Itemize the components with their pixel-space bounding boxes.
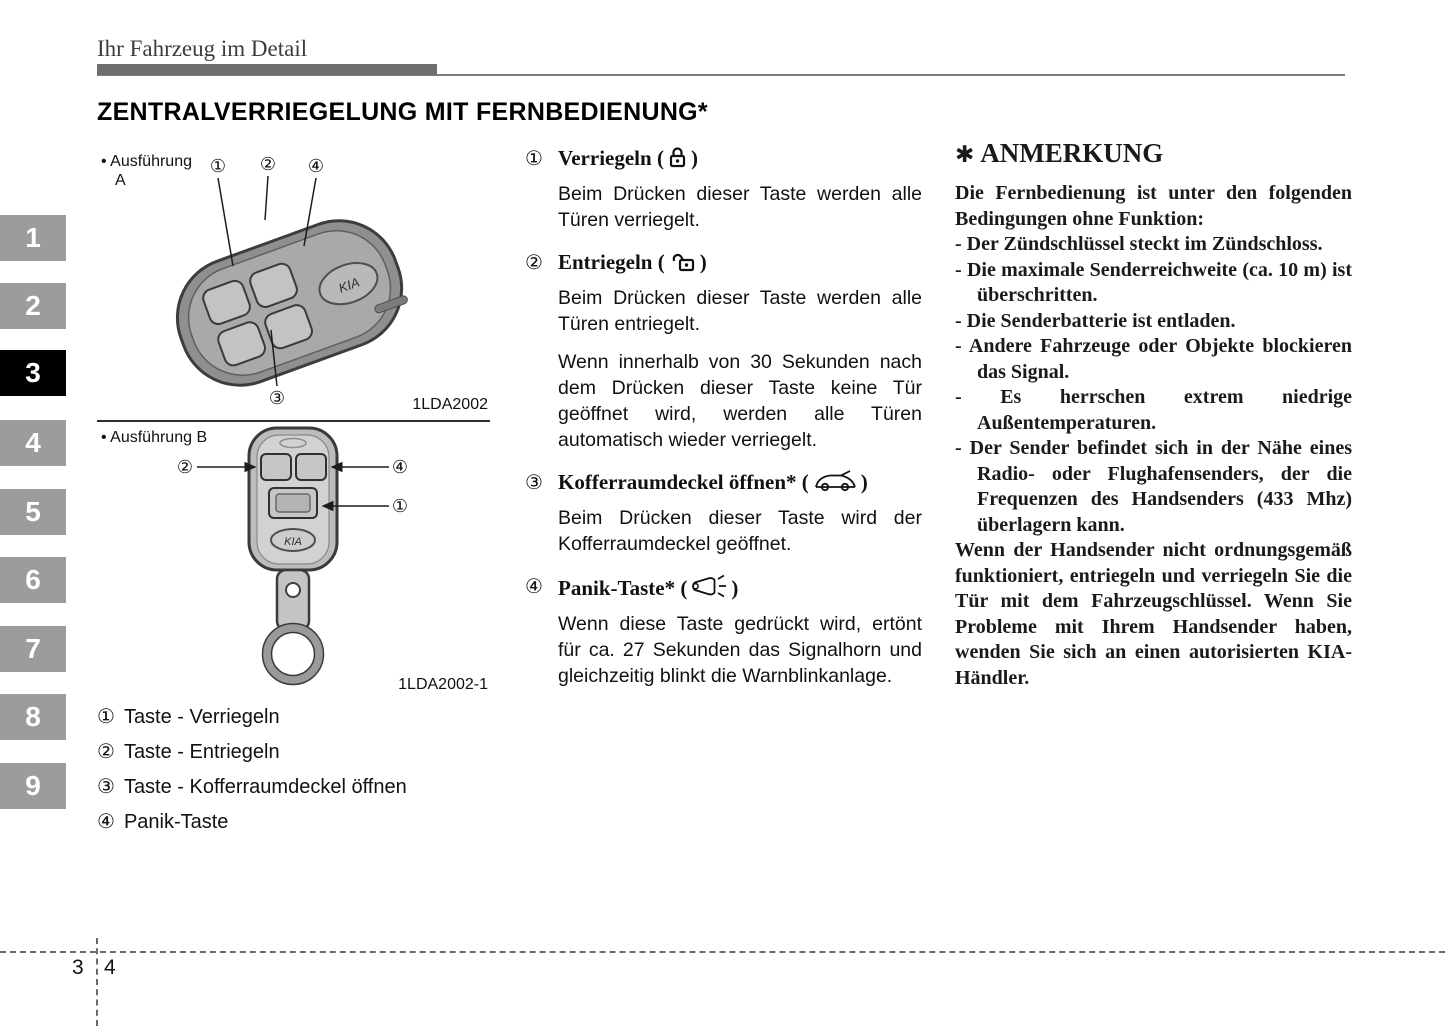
chapter-tab-5: 5 <box>0 489 66 535</box>
legend-text: Panik-Taste <box>123 811 229 833</box>
figure-b-label: • Ausführung B <box>101 429 208 446</box>
figure-a-label-line2: A <box>115 172 126 189</box>
chapter-tab-7: 7 <box>0 626 66 672</box>
instruction-text: Beim Drücken dieser Taste werden alle Türen entriegelt. <box>558 287 922 335</box>
figure-remote-a <box>97 146 490 422</box>
page-title: ZENTRALVERRIEGELUNG MIT FERNBEDIENUNG* <box>97 98 708 126</box>
horn-icon <box>691 574 727 604</box>
instruction-num: ③ <box>525 470 543 494</box>
chapter-number: 3 <box>72 956 84 979</box>
instruction-num: ② <box>525 250 543 274</box>
instruction-title-close: ) <box>699 250 707 274</box>
bullet-dash: - <box>955 386 962 408</box>
instruction-text: Wenn innerhalb von 30 Sekunden nach dem Drücken dieser Taste keine Tür geöffnet wird, werden alle Türen automatisch wieder verriegelt. <box>558 351 922 451</box>
callout-4: ④ <box>391 457 409 478</box>
bullet-dash: - <box>955 335 962 357</box>
instruction-unlock <box>525 250 922 453</box>
note-item-text: Es herrschen extrem niedrige Außentemperaturen. <box>977 386 1353 434</box>
remote-b-illustration <box>97 422 490 700</box>
instruction-panic <box>525 574 922 689</box>
note-column <box>955 138 1352 691</box>
button-legend <box>97 704 497 844</box>
legend-text: Taste - Kofferraumdeckel öffnen <box>123 776 407 798</box>
callout-2: ② <box>259 154 277 175</box>
trunk-open-icon <box>813 470 857 498</box>
legend-num: ② <box>97 739 115 763</box>
instruction-text: Beim Drücken dieser Taste wird der Kofferraumdeckel geöffnet. <box>558 507 922 555</box>
instruction-trunk <box>525 470 922 557</box>
callout-2: ② <box>176 457 194 478</box>
note-item <box>955 385 1352 436</box>
bullet-dash: - <box>955 233 962 255</box>
instruction-num: ① <box>525 146 543 170</box>
note-item-text: Andere Fahrzeuge oder Objekte blockieren das Signal. <box>968 335 1353 383</box>
instruction-title-close: ) <box>860 470 868 494</box>
instruction-title: Verriegeln ( <box>558 146 664 170</box>
legend-text: Taste - Verriegeln <box>123 706 280 728</box>
legend-num: ④ <box>97 809 115 833</box>
chapter-tab-3-active: 3 <box>0 350 66 396</box>
instruction-heading <box>558 250 922 278</box>
chapter-tab-4: 4 <box>0 420 66 466</box>
note-item-text: Die maximale Senderreichweite (ca. 10 m) ist überschritten. <box>966 258 1352 306</box>
instruction-title: Entriegeln ( <box>558 250 665 274</box>
note-heading <box>955 138 1352 169</box>
instruction-heading <box>558 146 922 174</box>
header-accent-bar <box>97 64 437 75</box>
chapter-tab-1: 1 <box>0 215 66 261</box>
instruction-column <box>525 146 922 706</box>
note-item <box>955 334 1352 385</box>
chapter-tab-8: 8 <box>0 694 66 740</box>
unlock-icon <box>669 250 696 278</box>
note-item <box>955 309 1352 335</box>
page-number: 4 <box>104 956 116 979</box>
instruction-heading <box>558 470 922 498</box>
note-heading-text: ANMERKUNG <box>980 138 1164 168</box>
callout-3: ③ <box>268 388 286 409</box>
legend-item <box>97 809 497 834</box>
kia-logo: KIA <box>284 536 302 548</box>
note-body <box>955 181 1352 691</box>
legend-text: Taste - Entriegeln <box>123 741 280 763</box>
note-item <box>955 258 1352 309</box>
figure-b-code: 1LDA2002-1 <box>398 676 488 693</box>
lock-icon <box>668 146 687 174</box>
legend-num: ③ <box>97 774 115 798</box>
note-intro: Die Fernbedienung ist unter den folgenden Bedingungen ohne Funktion: <box>955 182 1352 230</box>
note-item <box>955 232 1352 258</box>
chapter-tab-2: 2 <box>0 283 66 329</box>
note-item-text: Die Senderbatterie ist entladen. <box>966 309 1236 332</box>
figure-remote-b <box>97 422 490 700</box>
figure-a-label <box>101 152 192 190</box>
instruction-num: ④ <box>525 574 543 598</box>
bullet-dash: - <box>955 437 962 459</box>
footer-dashed-rule <box>0 951 1445 953</box>
instruction-title: Kofferraumdeckel öffnen* ( <box>558 470 809 494</box>
instruction-title-close: ) <box>690 146 698 170</box>
note-outro: Wenn der Handsender nicht ordnungsgemäß funktioniert, entriegeln und verriegeln Sie die Tür mit dem Fahrzeugschlüssel. Wenn Sie Probleme mit Ihrem Handsender haben, wenden Sie sich an einen autorisierten KIA-Händler. <box>955 539 1352 689</box>
legend-item <box>97 774 497 799</box>
callout-1: ① <box>391 496 409 517</box>
instruction-title: Panik-Taste* ( <box>558 576 688 600</box>
note-item <box>955 436 1352 538</box>
instruction-text: Beim Drücken dieser Taste werden alle Türen verriegelt. <box>558 183 922 231</box>
section-title: Ihr Fahrzeug im Detail <box>97 36 308 61</box>
note-item-text: Der Zündschlüssel steckt im Zündschloss. <box>966 233 1323 255</box>
bullet-dash: - <box>955 258 962 281</box>
footer-vertical-rule <box>96 938 98 1026</box>
chapter-tab-9: 9 <box>0 763 66 809</box>
note-asterisk-icon: ✱ <box>955 142 975 168</box>
instruction-heading <box>558 574 922 604</box>
figure-a-code: 1LDA2002 <box>412 396 488 413</box>
figure-a-label-line1: • Ausführung <box>101 153 192 170</box>
instruction-lock <box>525 146 922 233</box>
legend-num: ① <box>97 704 115 728</box>
callout-1: ① <box>209 156 227 177</box>
legend-item <box>97 739 497 764</box>
note-item-text: Der Sender befindet sich in der Nähe eines Radio- oder Flughafensenders, der die Frequenzen des Handsenders (433 Mhz) überlagern kann. <box>969 437 1353 536</box>
kia-logo: KIA <box>336 274 362 296</box>
legend-item <box>97 704 497 729</box>
callout-4: ④ <box>307 156 325 177</box>
instruction-text: Wenn diese Taste gedrückt wird, ertönt für ca. 27 Sekunden das Signalhorn und gleichzeitig blinkt die Warnblinkanlage. <box>558 613 922 687</box>
chapter-tab-6: 6 <box>0 557 66 603</box>
bullet-dash: - <box>955 309 962 332</box>
instruction-title-close: ) <box>731 576 739 600</box>
